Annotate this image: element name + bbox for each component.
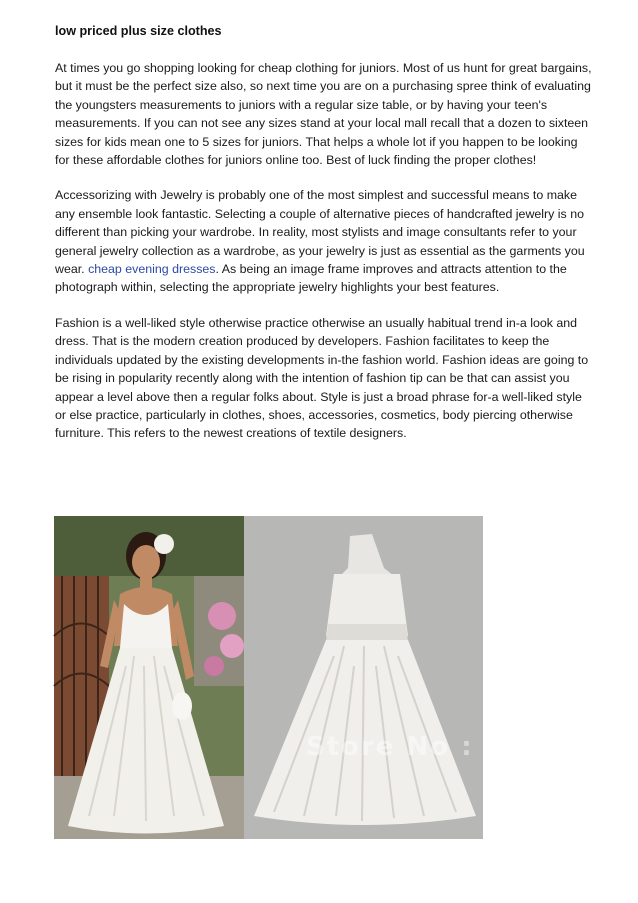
document-page bbox=[55, 22, 615, 460]
text-line: photograph within, selecting the appropriate jewelry highlights your best features. bbox=[55, 280, 500, 295]
text-line: the youngsters measurements to juniors with a regular size table, or by having your teen's bbox=[55, 97, 548, 112]
paragraph-jewelry bbox=[55, 186, 615, 296]
text-line: be rising in popularity recently along with the intention of fashion tip can be that can assist you bbox=[55, 371, 570, 386]
text-line: appear a level above then a regular folks about. Style is just a broad phrase for-a well-liked style bbox=[55, 389, 582, 404]
text-line: sizes for kids mean one to 5 sizes for juniors. That helps a whole lot if you happen to be looking bbox=[55, 134, 578, 149]
model-illustration bbox=[54, 516, 244, 839]
cheap-evening-dresses-link[interactable]: cheap evening dresses bbox=[88, 262, 216, 277]
paragraph-fashion bbox=[55, 314, 615, 443]
text-line-with-link bbox=[55, 260, 615, 278]
text-line: any ensemble look fantastic. Selecting a couple of alternative pieces of handcrafted jewelry is no bbox=[55, 206, 584, 221]
text-line: Accessorizing with Jewelry is probably one of the most simplest and successful means to make bbox=[55, 188, 578, 203]
text-line: different than picking your wardrobe. In reality, most stylists and image consultants refer to your bbox=[55, 225, 577, 240]
text-line: or else practice, particularly in clothes, shoes, accessories, cosmetics, body piercing otherwise bbox=[55, 407, 573, 422]
text-line: furniture. This refers to the newest creations of textile designers. bbox=[55, 426, 407, 441]
text-line: but it must be the perfect size also, so next time you are on a purchasing spree think of evaluating bbox=[55, 79, 591, 94]
dress-illustration bbox=[244, 516, 483, 839]
wedding-dress-photo bbox=[54, 516, 606, 839]
text-line: measurements. If you can not see any sizes stand at your local mall recall that a dozen to sixteen bbox=[55, 116, 589, 131]
text-line: individuals updated by the existing developments in-the fashion world. Fashion ideas are going to bbox=[55, 352, 589, 367]
link-prefix-text: wear. bbox=[55, 262, 89, 277]
document-title: low priced plus size clothes bbox=[55, 24, 222, 38]
text-line: dress. That is the modern creation produced by developers. Fashion facilitates to keep the bbox=[55, 334, 550, 349]
text-line: Fashion is a well-liked style otherwise practice otherwise an usually habitual trend in-a look and bbox=[55, 315, 578, 330]
dress-back-view-photo bbox=[244, 516, 606, 839]
store-watermark: Store No : 305541 bbox=[306, 732, 606, 762]
text-line: At times you go shopping looking for cheap clothing for juniors. Most of us hunt for great bargains, bbox=[55, 61, 592, 75]
paragraph-juniors bbox=[55, 59, 615, 169]
text-line: for these affordable clothes for juniors online too. Best of luck finding the proper clothes! bbox=[55, 153, 537, 168]
text-line: general jewelry collection as a wardrobe, as your jewelry is just as essential as the garments you bbox=[55, 243, 585, 258]
model-in-dress-photo bbox=[54, 516, 244, 839]
link-suffix-text: . As being an image frame improves and attracts attention to the bbox=[215, 262, 567, 277]
